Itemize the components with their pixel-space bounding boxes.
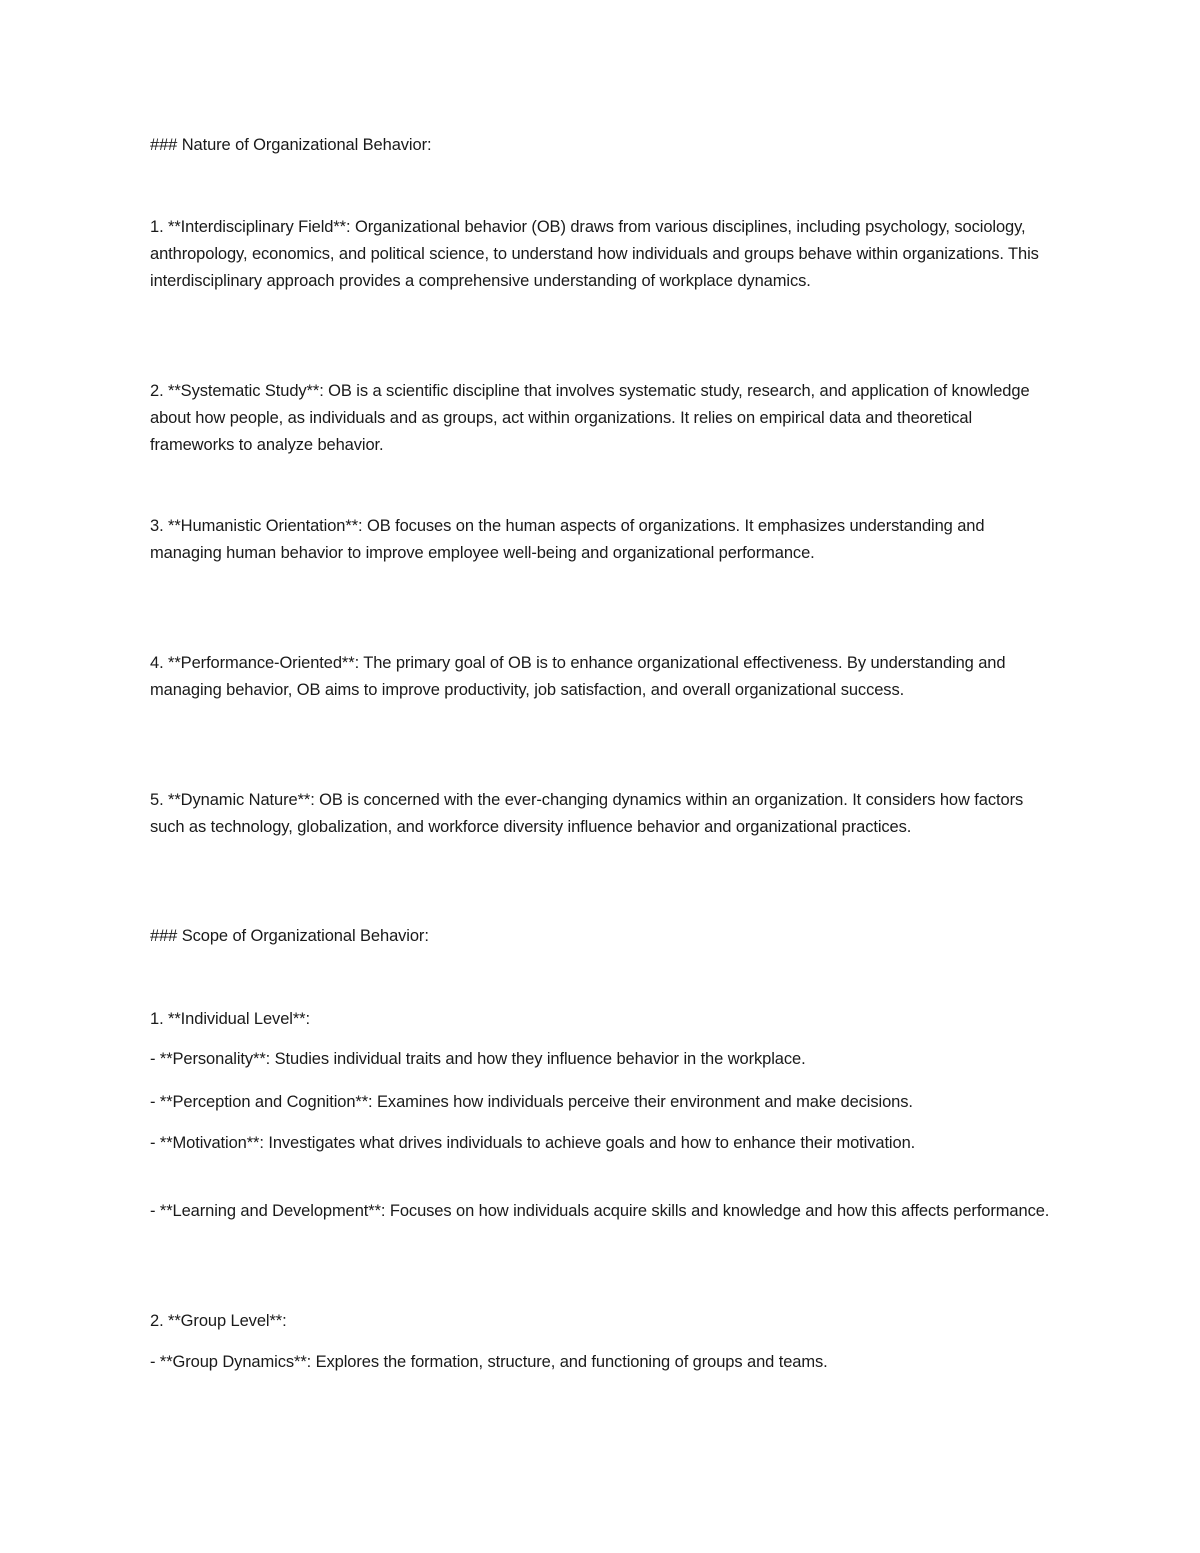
scope-individual-title: 1. **Individual Level**: xyxy=(150,1010,310,1028)
heading-nature: ### Nature of Organizational Behavior: xyxy=(150,136,432,154)
scope-group-title: 2. **Group Level**: xyxy=(150,1312,287,1330)
scope-item-motivation: - **Motivation**: Investigates what drives individuals to achieve goals and how to enhance their motivation. xyxy=(150,1134,916,1152)
nature-item-dynamic: 5. **Dynamic Nature**: OB is concerned with the ever-changing dynamics within an organization. It considers how factors such as technology, globalization, and workforce diversity influence behavior and organizational practices. xyxy=(150,791,1024,836)
scope-item-group-dynamics: - **Group Dynamics**: Explores the formation, structure, and functioning of groups and teams. xyxy=(150,1353,828,1371)
scope-item-learning: - **Learning and Development**: Focuses on how individuals acquire skills and knowledge and how this affects performance. xyxy=(150,1202,1050,1220)
heading-scope: ### Scope of Organizational Behavior: xyxy=(150,927,429,945)
nature-item-performance: 4. **Performance-Oriented**: The primary goal of OB is to enhance organizational effectiveness. By understanding and managing behavior, OB aims to improve productivity, job satisfaction, and overall organizational success. xyxy=(150,654,1006,699)
nature-item-humanistic: 3. **Humanistic Orientation**: OB focuses on the human aspects of organizations. It emphasizes understanding and managing human behavior to improve employee well-being and organizational performance. xyxy=(150,517,985,562)
scope-item-perception: - **Perception and Cognition**: Examines how individuals perceive their environment and make decisions. xyxy=(150,1093,913,1111)
nature-item-systematic: 2. **Systematic Study**: OB is a scientific discipline that involves systematic study, research, and application of knowledge about how people, as individuals and as groups, act within organizations. It relies on empirical data and theoretical frameworks to analyze behavior. xyxy=(150,382,1030,454)
scope-item-personality: - **Personality**: Studies individual traits and how they influence behavior in the workplace. xyxy=(150,1050,806,1068)
nature-item-interdisciplinary: 1. **Interdisciplinary Field**: Organizational behavior (OB) draws from various disciplines, including psychology, sociology, anthropology, economics, and political science, to understand how individuals and groups behave within organizations. This interdisciplinary approach provides a comprehensive understanding of workplace dynamics. xyxy=(150,218,1039,290)
